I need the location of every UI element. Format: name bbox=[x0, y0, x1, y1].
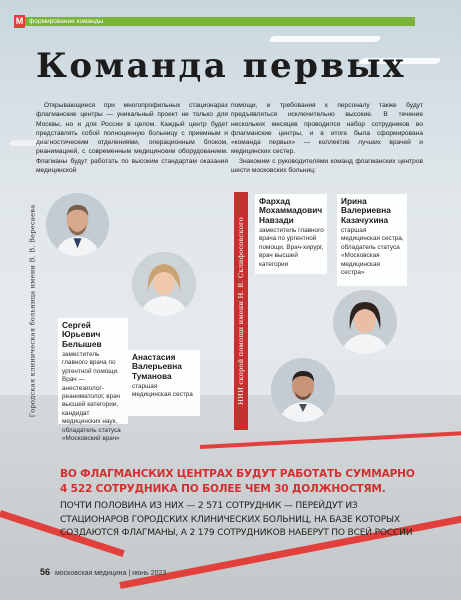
person-card-tumanova bbox=[128, 350, 200, 416]
person-role: заместитель главного врача по ургентной помощи. Врач — анестезиолог-реаниматолог, врач высшей категории, кандидат медицинских наук, обладатель статуса «Московский врач» bbox=[62, 350, 121, 442]
portrait-photo-kazachukhina bbox=[333, 290, 397, 354]
section-label: формирование команды bbox=[29, 18, 104, 25]
person-role: старшая медицинская сестра, обладатель статуса «Московская медицинская сестра» bbox=[341, 226, 404, 276]
intro-right-column bbox=[231, 101, 423, 175]
person-name: Анастасия Валерьевна Туманова bbox=[132, 352, 182, 381]
page-footer bbox=[40, 567, 166, 577]
highlight-red-text: ВО ФЛАГМАНСКИХ ЦЕНТРАХ БУДУТ РАБОТАТЬ СУММАРНО 4 522 СОТРУДНИКА ПО БОЛЕЕ ЧЕМ 30 ДОЛЖНОСТЯМ. bbox=[60, 468, 415, 495]
person-role: заместитель главного врача по ургентной помощи. Врач-хирург, врач высшей категории bbox=[259, 226, 324, 268]
person-name: Сергей Юрьевич Белышев bbox=[62, 320, 102, 349]
ceiling-light bbox=[268, 36, 381, 42]
page-title: Команда первых bbox=[36, 46, 406, 86]
intro-left-column bbox=[36, 101, 228, 175]
portrait-photo-belyshev bbox=[46, 193, 109, 256]
person-card-navzadi bbox=[255, 194, 327, 274]
hospital-label-veresaev: Городская клиническая больница имени В. В. Вересаева bbox=[28, 204, 37, 418]
highlight-dark-text: ПОЧТИ ПОЛОВИНА ИЗ НИХ — 2 571 СОТРУДНИК — ПЕРЕЙДУТ ИЗ СТАЦИОНАРОВ ГОРОДСКИХ КЛИНИЧЕСКИХ БОЛЬНИЦ, НА БАЗЕ КОТОРЫХ СОЗДАЮТСЯ ФЛАГМАНЫ, А 2 179 СОТРУДНИКОВ НАБЕРУТ ПО ВСЕЙ РОССИИ bbox=[60, 501, 413, 538]
intro-paragraph: Открывающиеся при многопрофильных стационарах флагманские центры — уникальный проект не только для Москвы, но и для России в целом. Каждый центр будет представлять собой полноценную больницу с приемным и диагностическим отделениями, операционным блоком, реанимацией, с современным медицинским оборудованием. Флагманы будут работать по высоким стандартам оказания медицинской bbox=[36, 102, 228, 175]
person-role: старшая медицинская сестра bbox=[132, 382, 193, 399]
section-header-bar bbox=[14, 17, 415, 26]
portrait-photo-navzadi bbox=[271, 358, 335, 422]
person-name: Фархад Мохаммадович Навзади bbox=[259, 196, 323, 225]
page-number: 56 bbox=[40, 567, 51, 577]
person-card-belyshev bbox=[58, 318, 128, 442]
intro-paragraph: Знакомим с руководителями команд флагманских центров шести московских больниц: bbox=[231, 157, 423, 175]
magazine-logo: M bbox=[15, 16, 24, 26]
person-card-kazachukhina bbox=[337, 194, 407, 286]
hospital-label-sklifosovsky: НИИ скорой помощи имени Н. В. Склифосовского bbox=[234, 192, 248, 430]
publication-info: московская медицина | июнь 2023 bbox=[54, 570, 167, 577]
intro-paragraph: помощи, и требования к персоналу также будут предъявляться исключительно высокие. В течение нескольких месяцев проводился набор сотрудников во флагманские центры, и в итоге была сформирована «команда первых» — коллектив лучших врачей и медицинских сестер. bbox=[231, 102, 423, 156]
portrait-photo-tumanova bbox=[132, 252, 196, 316]
highlight-block bbox=[60, 467, 420, 541]
person-name: Ирина Валериевна Казачухина bbox=[341, 196, 391, 225]
